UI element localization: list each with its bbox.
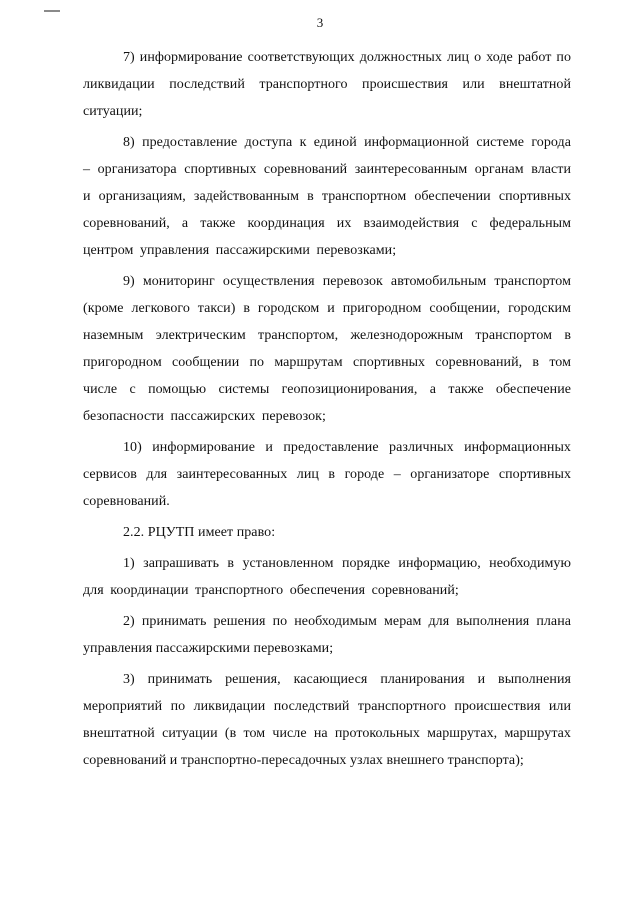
- scan-mark: [44, 10, 60, 12]
- document-body: [83, 44, 571, 778]
- paragraph-right-2: 2) принимать решения по необходимым мерам для выполнения плана управления пассажирскими перевозками;: [83, 614, 571, 656]
- paragraph-item-9: 9) мониторинг осуществления перевозок автомобильным транспортом (кроме легкового такси) в городском и пригородном сообщении, городским наземным электрическим транспортом, железнодорожным транспортом в пригородном сообщении по маршрутам спортивных соревнований, в том числе с помощью системы геопозиционирования, а также обеспечение безопасности пассажирских перевозок;: [83, 274, 571, 424]
- page-number: 3: [316, 15, 324, 30]
- paragraph-item-10: 10) информирование и предоставление различных информационных сервисов для заинтересованных лиц в городе – организаторе спортивных соревнований.: [83, 440, 571, 509]
- paragraph-right-3: 3) принимать решения, касающиеся планирования и выполнения мероприятий по ликвидации последствий транспортного происшествия или внештатной ситуации (в том числе на протокольных маршрутах, маршрутах соревнований и транспортно-пересадочных узлах внешнего транспорта);: [83, 672, 571, 768]
- paragraph-right-1: 1) запрашивать в установленном порядке информацию, необходимую для координации транспортного обеспечения соревнований;: [83, 556, 571, 598]
- section-heading-2-2: 2.2. РЦУТП имеет право:: [123, 525, 276, 540]
- paragraph-item-7: 7) информирование соответствующих должностных лиц о ходе работ по ликвидации последствий транспортного происшествия или внештатной ситуации;: [83, 50, 571, 119]
- paragraph-item-8: 8) предоставление доступа к единой информационной системе города – организатора спортивных соревнований заинтересованным органам власти и организациям, задействованным в транспортном обеспечении спортивных соревнований, а также координация их взаимодействия с федеральным центром управления пассажирскими перевозками;: [83, 135, 571, 258]
